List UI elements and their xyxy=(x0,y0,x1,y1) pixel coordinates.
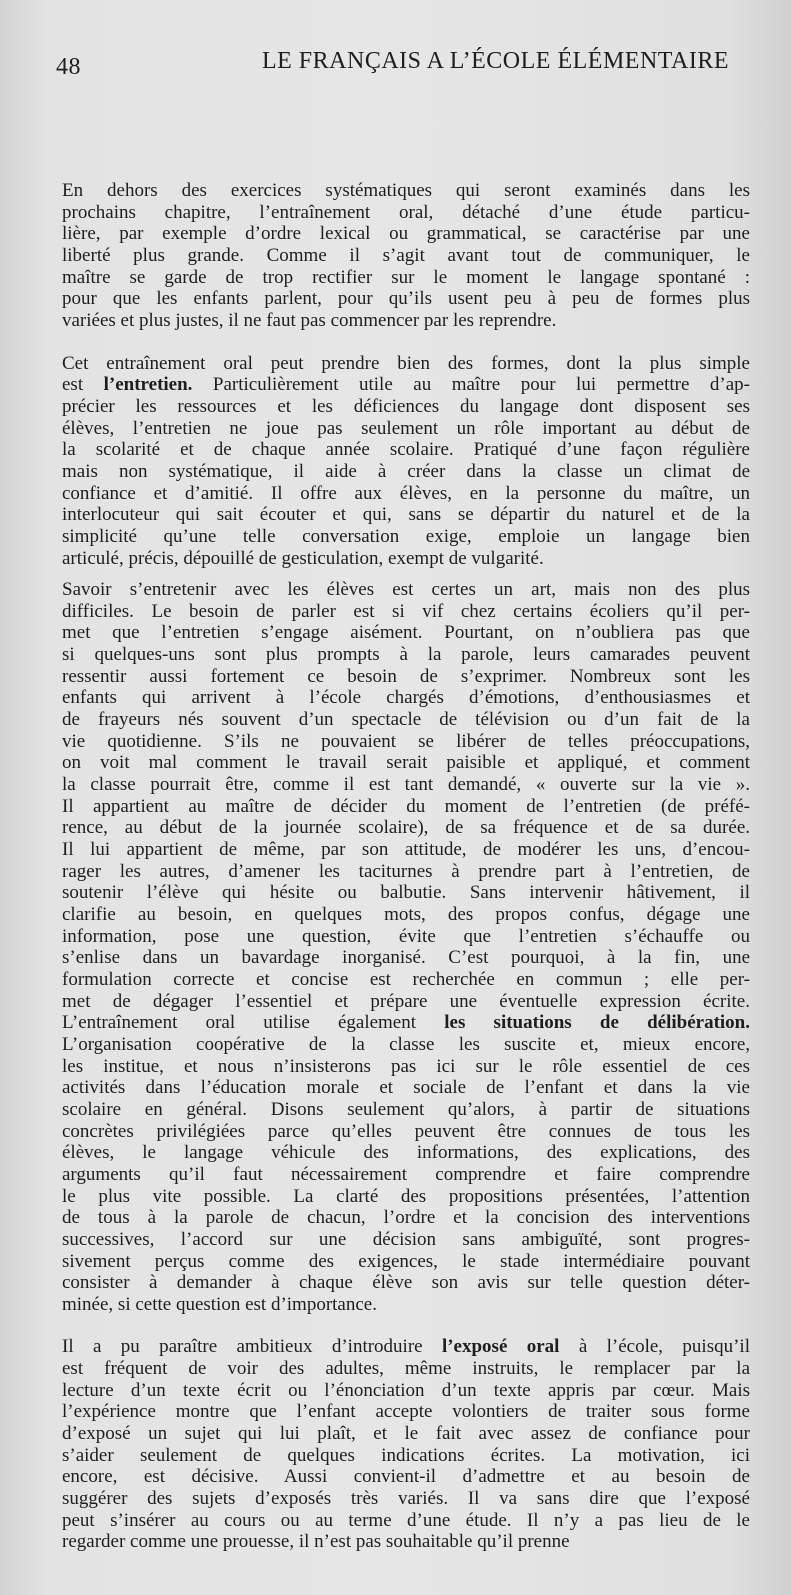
text-run: s’enlise dans un bavardage inorganisé. C’est pourquoi, à la fin, une xyxy=(62,947,750,969)
text-run: met de dégager l’essentiel et prépare une éventuelle expression écrite. xyxy=(62,990,750,1012)
text-run: articulé, précis, dépouillé de gesticulation, exempt de vulgarité. xyxy=(62,547,544,569)
text-run: L’organisation coopérative de la classe les suscite et, mieux encore, xyxy=(62,1033,750,1055)
text-line xyxy=(62,1164,750,1186)
text-run: rager les autres, d’amener les taciturnes à prendre part à l’entretien, de xyxy=(62,860,750,882)
text-line xyxy=(62,439,750,461)
text-run: scolaire en général. Disons seulement qu’alors, à partir de situations xyxy=(62,1098,750,1120)
text-line xyxy=(62,861,750,883)
text-run: est xyxy=(62,374,104,396)
text-run: enfants qui arrivent à l’école chargés d’émotions, d’enthousiasmes et xyxy=(62,687,750,709)
text-line xyxy=(62,1251,750,1273)
text-run: regarder comme une prouesse, il n’est pas souhaitable qu’il prenne xyxy=(62,1531,570,1553)
text-line xyxy=(62,1229,750,1251)
text-run: de tous à la parole de chacun, l’ordre et la concision des interventions xyxy=(62,1207,750,1229)
text-line xyxy=(62,1272,750,1294)
text-run: si quelques-uns sont plus prompts à la parole, leurs camarades peuvent xyxy=(62,644,750,666)
bold-term: les situations de délibération. xyxy=(444,1012,750,1034)
text-run: Particulièrement utile au maître pour lui permettre d’ap- xyxy=(192,374,750,396)
text-run: élèves, le langage véhicule des informations, des explications, des xyxy=(62,1142,750,1164)
text-line xyxy=(62,601,750,623)
text-line xyxy=(62,1510,750,1532)
text-run: concrètes privilégiées parce qu’elles peuvent être connues de tous les xyxy=(62,1120,750,1142)
text-line xyxy=(62,461,750,483)
text-line xyxy=(62,548,750,570)
bold-term: l’exposé oral xyxy=(441,1336,560,1358)
text-line xyxy=(62,1358,750,1380)
text-run: lecture d’un texte écrit ou l’énonciation d’un texte appris par cœur. Mais xyxy=(62,1379,750,1401)
text-line xyxy=(62,839,750,861)
text-run: mais non systématique, il aide à créer dans la classe un climat de xyxy=(62,460,750,482)
text-line xyxy=(62,526,750,548)
text-line xyxy=(62,396,750,418)
text-line xyxy=(62,1186,750,1208)
text-line xyxy=(62,245,750,267)
text-line xyxy=(62,483,750,505)
text-run: formulation correcte et concise est recherchée en commun ; elle per- xyxy=(62,968,750,990)
text-line xyxy=(62,1423,750,1445)
text-run: successives, l’accord sur une décision sans ambiguïté, sont progres- xyxy=(62,1228,750,1250)
text-line xyxy=(62,947,750,969)
text-line xyxy=(62,687,750,709)
text-run: confiance et d’amitié. Il offre aux élèves, en la personne du maître, un xyxy=(62,482,750,504)
text-line xyxy=(62,622,750,644)
text-run: interlocuteur qui sait écouter et qui, sans se départir du naturel et de la xyxy=(62,504,750,526)
text-line xyxy=(62,288,750,310)
text-run: maître se garde de trop rectifier sur le moment le langage spontané : xyxy=(62,266,750,288)
text-line xyxy=(62,1488,750,1510)
text-run: arguments qu’il faut nécessairement comprendre et faire comprendre xyxy=(62,1163,750,1185)
text-line xyxy=(62,709,750,731)
text-line xyxy=(62,926,750,948)
text-run: s’aider seulement de quelques indications écrites. La motivation, ici xyxy=(62,1444,750,1466)
text-run: variées et plus justes, il ne faut pas commencer par les reprendre. xyxy=(62,309,557,331)
text-line xyxy=(62,882,750,904)
text-run: Il appartient au maître de décider du moment de l’entretien (de préfé- xyxy=(62,795,750,817)
text-line xyxy=(62,418,750,440)
text-run: consister à demander à chaque élève son avis sur telle question déter- xyxy=(62,1272,750,1294)
text-line xyxy=(62,1401,750,1423)
text-run: d’exposé un sujet qui lui plaît, et le fait avec assez de confiance pour xyxy=(62,1423,750,1445)
text-line xyxy=(62,817,750,839)
text-line xyxy=(62,180,750,202)
text-run: on voit mal comment le travail serait paisible et appliqué, et comment xyxy=(62,752,750,774)
page-number: 48 xyxy=(56,54,81,80)
paragraph xyxy=(62,180,750,332)
text-line xyxy=(62,796,750,818)
text-line xyxy=(62,1445,750,1467)
text-line xyxy=(62,1121,750,1143)
text-line xyxy=(62,731,750,753)
text-run: sivement perçus comme des exigences, le stade intermédiaire pouvant xyxy=(62,1250,750,1272)
text-run: L’entraînement oral utilise également xyxy=(62,1012,445,1034)
text-run: la scolarité et de chaque année scolaire. Pratiqué d’une façon régulière xyxy=(62,439,750,461)
text-run: Cet entraînement oral peut prendre bien des formes, dont la plus simple xyxy=(62,352,750,374)
text-run: lière, par exemple d’ordre lexical ou grammatical, se caractérise par une xyxy=(62,223,750,245)
text-line xyxy=(62,1077,750,1099)
text-run: l’expérience montre que l’enfant accepte volontiers de traiter sous forme xyxy=(62,1401,750,1423)
text-line xyxy=(62,752,750,774)
text-run: activités dans l’éducation morale et sociale de l’enfant et dans la vie xyxy=(62,1077,750,1099)
text-line xyxy=(62,774,750,796)
text-line xyxy=(62,1012,750,1034)
paragraph xyxy=(62,579,750,1315)
text-run: En dehors des exercices systématiques qui seront examinés dans les xyxy=(62,180,750,201)
text-run: Savoir s’entretenir avec les élèves est certes un art, mais non des plus xyxy=(62,579,750,601)
text-run: clarifie au besoin, en quelques mots, des propos confus, dégage une xyxy=(62,904,750,925)
text-line xyxy=(62,202,750,224)
text-run: précier les ressources et les déficiences du langage dont disposent ses xyxy=(62,395,750,417)
text-line xyxy=(62,1034,750,1056)
text-line xyxy=(62,904,750,926)
running-title: LE FRANÇAIS A L’ÉCOLE ÉLÉMENTAIRE xyxy=(261,48,729,74)
text-run: est fréquent de voir des adultes, même instruits, le remplacer par la xyxy=(62,1358,750,1380)
text-line xyxy=(62,666,750,688)
text-run: simplicité qu’une telle conversation exige, emploie un langage bien xyxy=(62,525,750,547)
text-line xyxy=(62,310,750,332)
text-run: ressentir aussi fortement ce besoin de s’exprimer. Nombreux sont les xyxy=(62,665,750,687)
text-run: soutenir l’élève qui hésite ou balbutie. Sans intervenir hâtivement, il xyxy=(62,882,750,904)
text-run: encore, est décisive. Aussi convient-il d’admettre et au besoin de xyxy=(62,1466,750,1488)
text-run: la classe pourrait être, comme il est tant demandé, « ouverte sur la vie ». xyxy=(62,774,750,796)
text-line xyxy=(62,374,750,396)
running-head xyxy=(56,48,729,82)
text-line xyxy=(62,223,750,245)
text-line xyxy=(62,1380,750,1402)
text-line xyxy=(62,991,750,1013)
text-line xyxy=(62,353,750,375)
text-run: minée, si cette question est d’importance. xyxy=(62,1293,377,1315)
text-line xyxy=(62,1056,750,1078)
text-line xyxy=(62,267,750,289)
text-line xyxy=(62,1099,750,1121)
text-line xyxy=(62,1466,750,1488)
text-run: pour que les enfants parlent, pour qu’ils usent peu à peu de formes plus xyxy=(62,288,750,310)
text-run: les institue, et nous n’insisterons pas ici sur le rôle essentiel de ces xyxy=(62,1055,750,1077)
text-run: le plus vite possible. La clarté des propositions présentées, l’attention xyxy=(62,1185,750,1207)
text-run: Il a pu paraître ambitieux d’introduire xyxy=(62,1336,442,1358)
text-run: information, pose une question, évite que l’entretien s’échauffe ou xyxy=(62,925,750,947)
text-run: de frayeurs nés souvent d’un spectacle de télévision ou d’un fait de la xyxy=(62,709,750,731)
text-line xyxy=(62,579,750,601)
text-line xyxy=(62,1336,750,1358)
text-run: met que l’entretien s’engage aisément. Pourtant, on n’oubliera pas que xyxy=(62,622,750,644)
text-line xyxy=(62,1142,750,1164)
body-text xyxy=(62,180,750,1553)
text-run: suggérer des sujets d’exposés très variés. Il va sans dire que l’exposé xyxy=(62,1488,750,1510)
text-run: à l’école, puisqu’il xyxy=(559,1336,750,1358)
text-run: liberté plus grande. Comme il s’agit avant tout de communiquer, le xyxy=(62,244,750,266)
text-run: difficiles. Le besoin de parler est si vif chez certains écoliers qu’il per- xyxy=(62,600,750,622)
text-line xyxy=(62,504,750,526)
text-run: Il lui appartient de même, par son attitude, de modérer les uns, d’encou- xyxy=(62,839,750,861)
paragraph xyxy=(62,1336,750,1553)
text-line xyxy=(62,1294,750,1316)
text-line xyxy=(62,1531,750,1553)
text-run: peut s’insérer au cours ou au terme d’une étude. Il n’y a pas lieu de le xyxy=(62,1509,750,1531)
text-run: prochains chapitre, l’entraînement oral, détaché d’une étude particu- xyxy=(62,201,750,223)
text-run: vie quotidienne. S’ils ne pouvaient se libérer de telles préoccupations, xyxy=(62,730,750,752)
paragraph xyxy=(62,353,750,570)
text-run: élèves, l’entretien ne joue pas seulement un rôle important au début de xyxy=(62,417,750,439)
text-run: rence, au début de la journée scolaire), de sa fréquence et de sa durée. xyxy=(62,817,750,839)
text-line xyxy=(62,644,750,666)
text-line xyxy=(62,969,750,991)
text-line xyxy=(62,1207,750,1229)
bold-term: l’entretien. xyxy=(103,374,193,396)
